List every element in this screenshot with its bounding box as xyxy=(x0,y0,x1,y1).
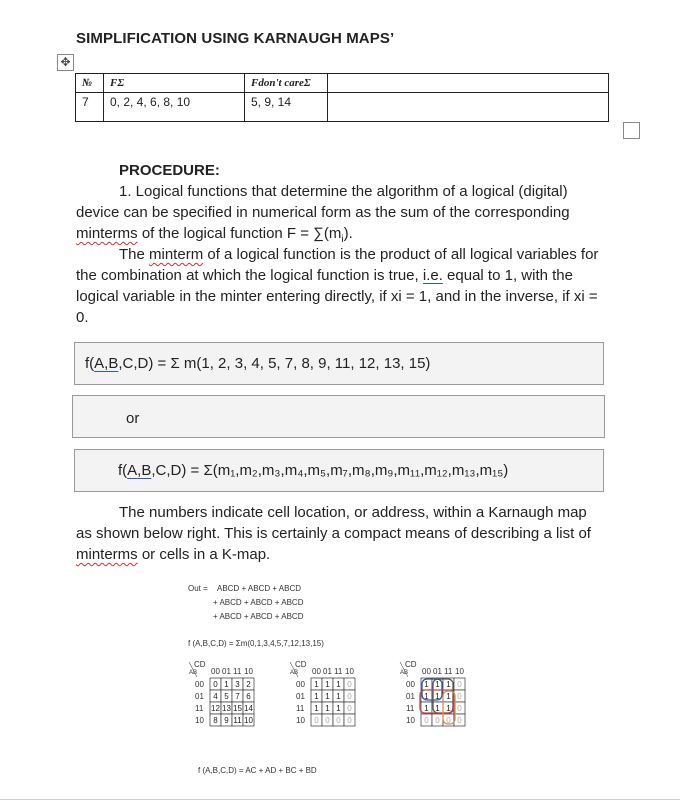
row-header: 11 xyxy=(406,704,415,713)
kmap-cell-value: 4 xyxy=(213,692,218,701)
out-label: Out = xyxy=(188,584,208,593)
kmap-cell-value: 15 xyxy=(233,704,242,713)
grammar-check-word: i.e. xyxy=(422,267,443,284)
kmap-cell-value: 8 xyxy=(213,716,218,725)
column-header: 11 xyxy=(334,667,343,676)
kmap-cell-value: 0 xyxy=(336,716,341,725)
kmap-cell-value: 1 xyxy=(446,692,451,701)
table-cell: 5, 9, 14 xyxy=(245,93,328,122)
variant-table xyxy=(75,73,609,122)
kmap-cell-value: 14 xyxy=(244,704,253,713)
kmap-cell-value: 1 xyxy=(446,680,451,689)
kmap-cell-value: 0 xyxy=(424,716,429,725)
kmap-cell-value: 0 xyxy=(213,680,218,689)
column-header: 00 xyxy=(422,667,431,676)
function-expression-1: f(A,B,C,D) = Σ m(1, 2, 3, 4, 5, 7, 8, 9, 11, 12, 13, 15) xyxy=(85,355,431,372)
cd-axis-label: CD xyxy=(405,660,417,669)
cd-axis-label: CD xyxy=(295,660,307,669)
table-header-cell xyxy=(328,74,609,93)
table-cell: 0, 2, 4, 6, 8, 10 xyxy=(104,93,245,122)
kmap-cell-value: 9 xyxy=(224,716,229,725)
paragraph-1: 1. Logical functions that determine the algorithm of a logical (digital) device can be specified in numerical form as the sum of the corresponding minterms of the logical function $F = \sum(m_i)$. xyxy=(76,183,570,245)
table-header-cell: Fdon't careΣ xyxy=(245,74,328,93)
table-header-row xyxy=(76,74,609,93)
kmap-cell-value: 0 xyxy=(457,692,462,701)
row-header: 00 xyxy=(296,680,305,689)
column-header: 01 xyxy=(433,667,442,676)
cd-axis-label: CD xyxy=(194,660,206,669)
row-header: 10 xyxy=(406,716,415,725)
kmap-cell-value: 0 xyxy=(347,716,352,725)
kmap-cell-value: 1 xyxy=(336,692,341,701)
kmap-cell-value: 1 xyxy=(424,704,429,713)
paragraph-2: The minterm of a logical function is the product of all logical variables for the combination at which the logical function is true, i.e. equal to 1, with the logical variable in the minter entering directly, if xi = 1, and in the inverse, if xi = 0. xyxy=(76,246,599,326)
kmap-cell-value: 1 xyxy=(336,680,341,689)
column-header: 11 xyxy=(444,667,453,676)
kmap-cell-value: 1 xyxy=(325,680,330,689)
ab-axis-label: AB xyxy=(290,670,299,676)
kmap-cell-value: 10 xyxy=(244,716,253,725)
kmap-cell-value: 11 xyxy=(233,716,242,725)
kmap-cell-value: 1 xyxy=(314,704,319,713)
table-row xyxy=(76,93,609,122)
paragraph-3: The numbers indicate cell location, or address, within a Karnaugh map as shown below right. This is certainly a compact means of describing a list of minterms or cells in a K-map. xyxy=(76,504,591,563)
row-header: 00 xyxy=(195,680,204,689)
kmap-cell-value: 13 xyxy=(222,704,231,713)
kmap-cell-value: 0 xyxy=(457,704,462,713)
ab-axis-label: AB xyxy=(400,670,409,676)
kmap-cell-value: 0 xyxy=(446,716,451,725)
kmap-cell-value: 5 xyxy=(224,692,229,701)
row-header: 01 xyxy=(296,692,305,701)
kmap-cell-value: 1 xyxy=(314,680,319,689)
procedure-heading: PROCEDURE: xyxy=(119,162,220,179)
sop-line-2: + ABCD + ABCD + ABCD xyxy=(213,598,304,607)
column-header: 00 xyxy=(211,667,220,676)
row-header: 10 xyxy=(195,716,204,725)
page-title: SIMPLIFICATION USING KARNAUGH MAPS’ xyxy=(76,30,395,47)
kmap-cell-value: 1 xyxy=(435,704,440,713)
kmap-cell-value: 3 xyxy=(235,680,240,689)
kmap-cell-value: 6 xyxy=(246,692,251,701)
kmap-cell-value: 0 xyxy=(347,704,352,713)
table-cell xyxy=(328,93,609,122)
karnaugh-map-figure xyxy=(185,578,485,778)
kmap-cell-value: 0 xyxy=(457,680,462,689)
minterm-sum-expression: f (A,B,C,D) = Σm(0,1,3,4,5,7,12,13,15) xyxy=(188,639,324,648)
kmap-cell-value: 0 xyxy=(314,716,319,725)
function-box-2 xyxy=(74,449,604,492)
kmap-cell-value: 1 xyxy=(224,680,229,689)
kmap-cell-value: 1 xyxy=(325,704,330,713)
table-move-handle-icon[interactable]: ✥ xyxy=(57,54,74,71)
kmap-cell-value: 12 xyxy=(211,704,220,713)
kmap-cell-value: 1 xyxy=(446,704,451,713)
table-header-cell: № xyxy=(76,74,104,93)
column-header: 10 xyxy=(244,667,253,676)
kmap-cell-value: 0 xyxy=(347,680,352,689)
row-header: 00 xyxy=(406,680,415,689)
kmap-cell-value: 0 xyxy=(347,692,352,701)
kmap-cell-value: 1 xyxy=(325,692,330,701)
column-header: 10 xyxy=(455,667,464,676)
sop-line-1: ABCD + ABCD + ABCD xyxy=(217,584,302,593)
column-header: 11 xyxy=(233,667,242,676)
or-box xyxy=(72,395,605,438)
kmap-cell-value: 1 xyxy=(424,692,429,701)
kmap-cell-value: 0 xyxy=(435,716,440,725)
spell-check-word: minterms xyxy=(76,225,138,242)
kmap-cell-value: 1 xyxy=(435,680,440,689)
row-header: 01 xyxy=(195,692,204,701)
kmap-cell-value: 1 xyxy=(336,704,341,713)
or-label: or xyxy=(126,410,140,427)
column-header: 00 xyxy=(312,667,321,676)
function-box-1 xyxy=(74,342,604,385)
kmap-cell-value: 0 xyxy=(457,716,462,725)
table-cell: 7 xyxy=(76,93,104,122)
table-header-cell: FΣ xyxy=(104,74,245,93)
kmap-cell-value: 2 xyxy=(246,680,251,689)
kmap-cell-value: 0 xyxy=(325,716,330,725)
row-header: 11 xyxy=(195,704,204,713)
function-expression-2: f(A,B,C,D) = Σ(m₁,m₂,m₃,m₄,m₅,m₇,m₈,m₉,m₁₁,m₁₂,m₁₃,m₁₅) xyxy=(118,462,509,479)
spell-check-word: minterm xyxy=(149,246,204,263)
ab-axis-label: AB xyxy=(189,670,198,676)
column-header: 01 xyxy=(323,667,332,676)
kmap-cell-value: 1 xyxy=(435,692,440,701)
sop-line-3: + ABCD + ABCD + ABCD xyxy=(213,612,304,621)
table-resize-handle[interactable] xyxy=(623,122,640,139)
row-header: 10 xyxy=(296,716,305,725)
kmap-cell-value: 7 xyxy=(235,692,240,701)
kmap-cell-value: 1 xyxy=(314,692,319,701)
page-bottom-border xyxy=(0,799,680,800)
row-header: 01 xyxy=(406,692,415,701)
column-header: 10 xyxy=(345,667,354,676)
simplified-expression: f (A,B,C,D) = AC + AD + BC + BD xyxy=(198,766,317,775)
row-header: 11 xyxy=(296,704,305,713)
kmap-cell-value: 1 xyxy=(424,680,429,689)
spell-check-word: minterms xyxy=(76,546,138,563)
column-header: 01 xyxy=(222,667,231,676)
